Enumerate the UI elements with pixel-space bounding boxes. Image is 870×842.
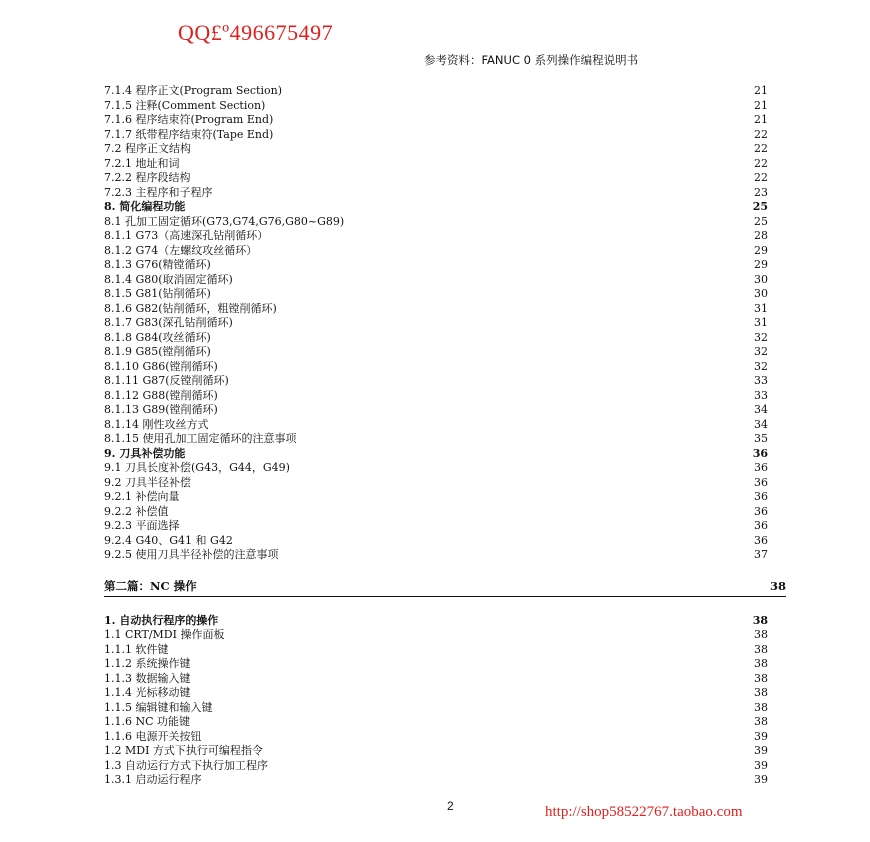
toc-entry-title: 8.1.14 刚性攻丝方式 — [104, 417, 209, 431]
toc-entry — [104, 773, 768, 788]
toc-entry — [104, 84, 768, 99]
toc-entry-title: 7.1.6 程序结束符(Program End) — [104, 113, 274, 126]
toc-entry — [104, 258, 768, 273]
toc-entry-page: 36 — [754, 533, 768, 547]
toc-entry-page: 38 — [754, 686, 768, 699]
toc-entry-title: 8.1 孔加工固定循环(G73,G74,G76,G80~G89) — [104, 214, 345, 228]
page-number: 2 — [447, 799, 454, 813]
toc-entry — [104, 316, 768, 331]
toc-entry-page: 38 — [754, 715, 768, 728]
toc-entry-title: 8.1.2 G74（左螺纹攻丝循环） — [104, 243, 258, 257]
toc-entry-title: 1.1.5 编辑键和输入键 — [104, 700, 213, 714]
toc-entry-page: 30 — [754, 287, 768, 300]
toc-entry-page: 25 — [754, 214, 768, 228]
toc-entry-title: 8.1.5 G81(钻削循环) — [104, 287, 211, 300]
toc-entry-page: 33 — [754, 374, 768, 387]
toc-entry-page: 36 — [754, 490, 768, 503]
toc-entry-page: 29 — [754, 243, 768, 257]
toc-entry-page: 21 — [754, 84, 768, 97]
toc-entry-page: 23 — [754, 185, 768, 199]
toc-entry — [104, 403, 768, 418]
toc-entry-title: 1.1.6 NC 功能键 — [104, 715, 191, 728]
toc-entry-page: 22 — [754, 156, 768, 170]
toc-entry — [104, 759, 768, 774]
toc-entry-title: 9.1 刀具长度补偿(G43，G44，G49) — [104, 461, 290, 474]
toc-entry-page: 32 — [754, 345, 768, 358]
toc-entry-title: 7.2.2 程序段结构 — [104, 171, 191, 184]
toc-entry-title: 1.1.3 数据输入键 — [104, 671, 191, 685]
toc-entry — [104, 273, 768, 288]
toc-entry-title: 8. 简化编程功能 — [104, 200, 186, 213]
toc-entry-page: 38 — [754, 657, 768, 670]
toc-entry — [104, 244, 768, 259]
toc-entry-page: 39 — [754, 773, 768, 786]
toc-entry-title: 8.1.1 G73（高速深孔钻削循环） — [104, 229, 269, 242]
toc-section-1 — [104, 84, 768, 563]
toc-entry-page: 39 — [754, 758, 768, 772]
toc-entry-title: 1. 自动执行程序的操作 — [104, 613, 219, 627]
toc-entry-title: 9.2.4 G40、G41 和 G42 — [104, 533, 233, 547]
toc-entry — [104, 360, 768, 375]
toc-entry — [104, 715, 768, 730]
toc-entry — [104, 389, 768, 404]
toc-entry-page: 21 — [754, 113, 768, 126]
toc-entry-page: 38 — [752, 613, 768, 627]
shop-url-watermark: http://shop58522767.taobao.com — [545, 804, 743, 820]
toc-entry-title: 1.1.6 电源开关按钮 — [104, 729, 202, 743]
toc-entry-page: 22 — [754, 171, 768, 184]
toc-entry — [104, 215, 768, 230]
toc-entry — [104, 171, 768, 186]
toc-entry — [104, 701, 768, 716]
toc-entry-title: 7.2.3 主程序和子程序 — [104, 185, 213, 199]
toc-entry — [104, 505, 768, 520]
toc-entry-title: 8.1.12 G88(镗削循环) — [104, 388, 218, 402]
toc-entry — [104, 128, 768, 143]
document-header: 参考资料：FANUC 0 系列操作编程说明书 — [424, 53, 639, 67]
toc-entry-page: 33 — [754, 388, 768, 402]
toc-entry-title: 9.2.1 补偿向量 — [104, 490, 180, 503]
toc-entry — [104, 657, 768, 672]
part-title: 第二篇：NC 操作 — [104, 578, 197, 593]
toc-entry — [104, 730, 768, 745]
toc-entry-page: 31 — [754, 316, 768, 329]
toc-entry-title: 1.2 MDI 方式下执行可编程指令 — [104, 744, 263, 757]
toc-entry-page: 29 — [754, 258, 768, 271]
toc-entry-title: 8.1.7 G83(深孔钻削循环) — [104, 316, 233, 329]
toc-entry-title: 8.1.8 G84(攻丝循环) — [104, 330, 211, 344]
toc-entry — [104, 432, 768, 447]
toc-entry-page: 38 — [754, 671, 768, 685]
toc-entry-title: 7.1.5 注释(Comment Section) — [104, 98, 266, 112]
toc-entry-title: 8.1.4 G80(取消固定循环) — [104, 272, 233, 286]
toc-entry-title: 9.2.2 补偿值 — [104, 504, 169, 518]
toc-entry-title: 7.2.1 地址和词 — [104, 156, 180, 170]
toc-entry-page: 38 — [754, 700, 768, 714]
toc-entry-page: 39 — [754, 729, 768, 743]
toc-part-heading — [104, 577, 786, 597]
toc-entry-title: 1.1.4 光标移动键 — [104, 686, 191, 699]
toc-entry — [104, 200, 768, 215]
table-of-contents — [104, 84, 786, 788]
toc-entry — [104, 418, 768, 433]
toc-entry — [104, 229, 768, 244]
toc-entry-title: 7.2 程序正文结构 — [104, 142, 191, 155]
toc-entry — [104, 672, 768, 687]
toc-entry — [104, 519, 768, 534]
toc-entry-page: 36 — [754, 504, 768, 518]
toc-entry-title: 8.1.3 G76(精镗循环) — [104, 258, 211, 271]
toc-entry-page: 39 — [754, 744, 768, 757]
toc-entry-title: 8.1.15 使用孔加工固定循环的注意事项 — [104, 432, 297, 445]
toc-entry-title: 1.1.2 系统操作键 — [104, 657, 191, 670]
toc-entry-page: 38 — [754, 628, 768, 641]
toc-entry-page: 31 — [754, 301, 768, 315]
toc-entry — [104, 548, 768, 563]
toc-entry-page: 32 — [754, 359, 768, 373]
toc-entry — [104, 302, 768, 317]
toc-entry — [104, 447, 768, 462]
toc-entry-page: 36 — [754, 461, 768, 474]
toc-entry — [104, 374, 768, 389]
toc-entry-title: 9.2.3 平面选择 — [104, 519, 180, 532]
toc-entry-page: 38 — [754, 642, 768, 656]
toc-entry-title: 1.1.1 软件键 — [104, 642, 169, 656]
toc-entry — [104, 643, 768, 658]
toc-entry-page: 32 — [754, 330, 768, 344]
toc-entry-page: 28 — [754, 229, 768, 242]
toc-entry — [104, 744, 768, 759]
toc-entry-page: 34 — [754, 403, 768, 416]
toc-entry-page: 30 — [754, 272, 768, 286]
toc-entry — [104, 142, 768, 157]
toc-entry-page: 22 — [754, 142, 768, 155]
toc-entry-page: 22 — [754, 127, 768, 141]
toc-entry-title: 8.1.10 G86(镗削循环) — [104, 359, 218, 373]
toc-entry — [104, 99, 768, 114]
toc-entry-page: 25 — [752, 200, 768, 213]
part-page: 38 — [769, 578, 786, 593]
toc-entry-title: 1.1 CRT/MDI 操作面板 — [104, 628, 225, 641]
toc-entry-title: 9.2 刀具半径补偿 — [104, 475, 191, 489]
toc-entry — [104, 628, 768, 643]
toc-entry — [104, 614, 768, 629]
toc-entry-title: 9. 刀具补偿功能 — [104, 446, 186, 460]
toc-entry-title: 7.1.7 纸带程序结束符(Tape End) — [104, 127, 274, 141]
qq-watermark: QQ£º496675497 — [178, 20, 334, 45]
toc-entry — [104, 476, 768, 491]
toc-entry-page: 34 — [754, 417, 768, 431]
toc-entry — [104, 686, 768, 701]
toc-entry — [104, 345, 768, 360]
toc-section-2 — [104, 614, 768, 788]
toc-entry — [104, 331, 768, 346]
toc-entry-page: 36 — [752, 446, 768, 460]
toc-entry-title: 8.1.11 G87(反镗削循环) — [104, 374, 229, 387]
toc-entry-title: 8.1.13 G89(镗削循环) — [104, 403, 218, 416]
toc-entry-page: 21 — [754, 98, 768, 112]
toc-entry — [104, 113, 768, 128]
toc-entry — [104, 461, 768, 476]
toc-entry — [104, 186, 768, 201]
toc-entry-title: 8.1.9 G85(镗削循环) — [104, 345, 211, 358]
toc-entry — [104, 157, 768, 172]
toc-entry-title: 7.1.4 程序正文(Program Section) — [104, 84, 282, 97]
toc-entry — [104, 287, 768, 302]
toc-entry-title: 1.3.1 启动运行程序 — [104, 773, 202, 786]
toc-entry-title: 9.2.5 使用刀具半径补偿的注意事项 — [104, 548, 279, 561]
toc-entry-page: 36 — [754, 475, 768, 489]
toc-entry-page: 37 — [754, 548, 768, 561]
toc-entry-title: 1.3 自动运行方式下执行加工程序 — [104, 758, 268, 772]
toc-entry-page: 36 — [754, 519, 768, 532]
toc-entry — [104, 534, 768, 549]
toc-entry-title: 8.1.6 G82(钻削循环，粗镗削循环) — [104, 301, 277, 315]
toc-entry — [104, 490, 768, 505]
toc-entry-page: 35 — [754, 432, 768, 445]
